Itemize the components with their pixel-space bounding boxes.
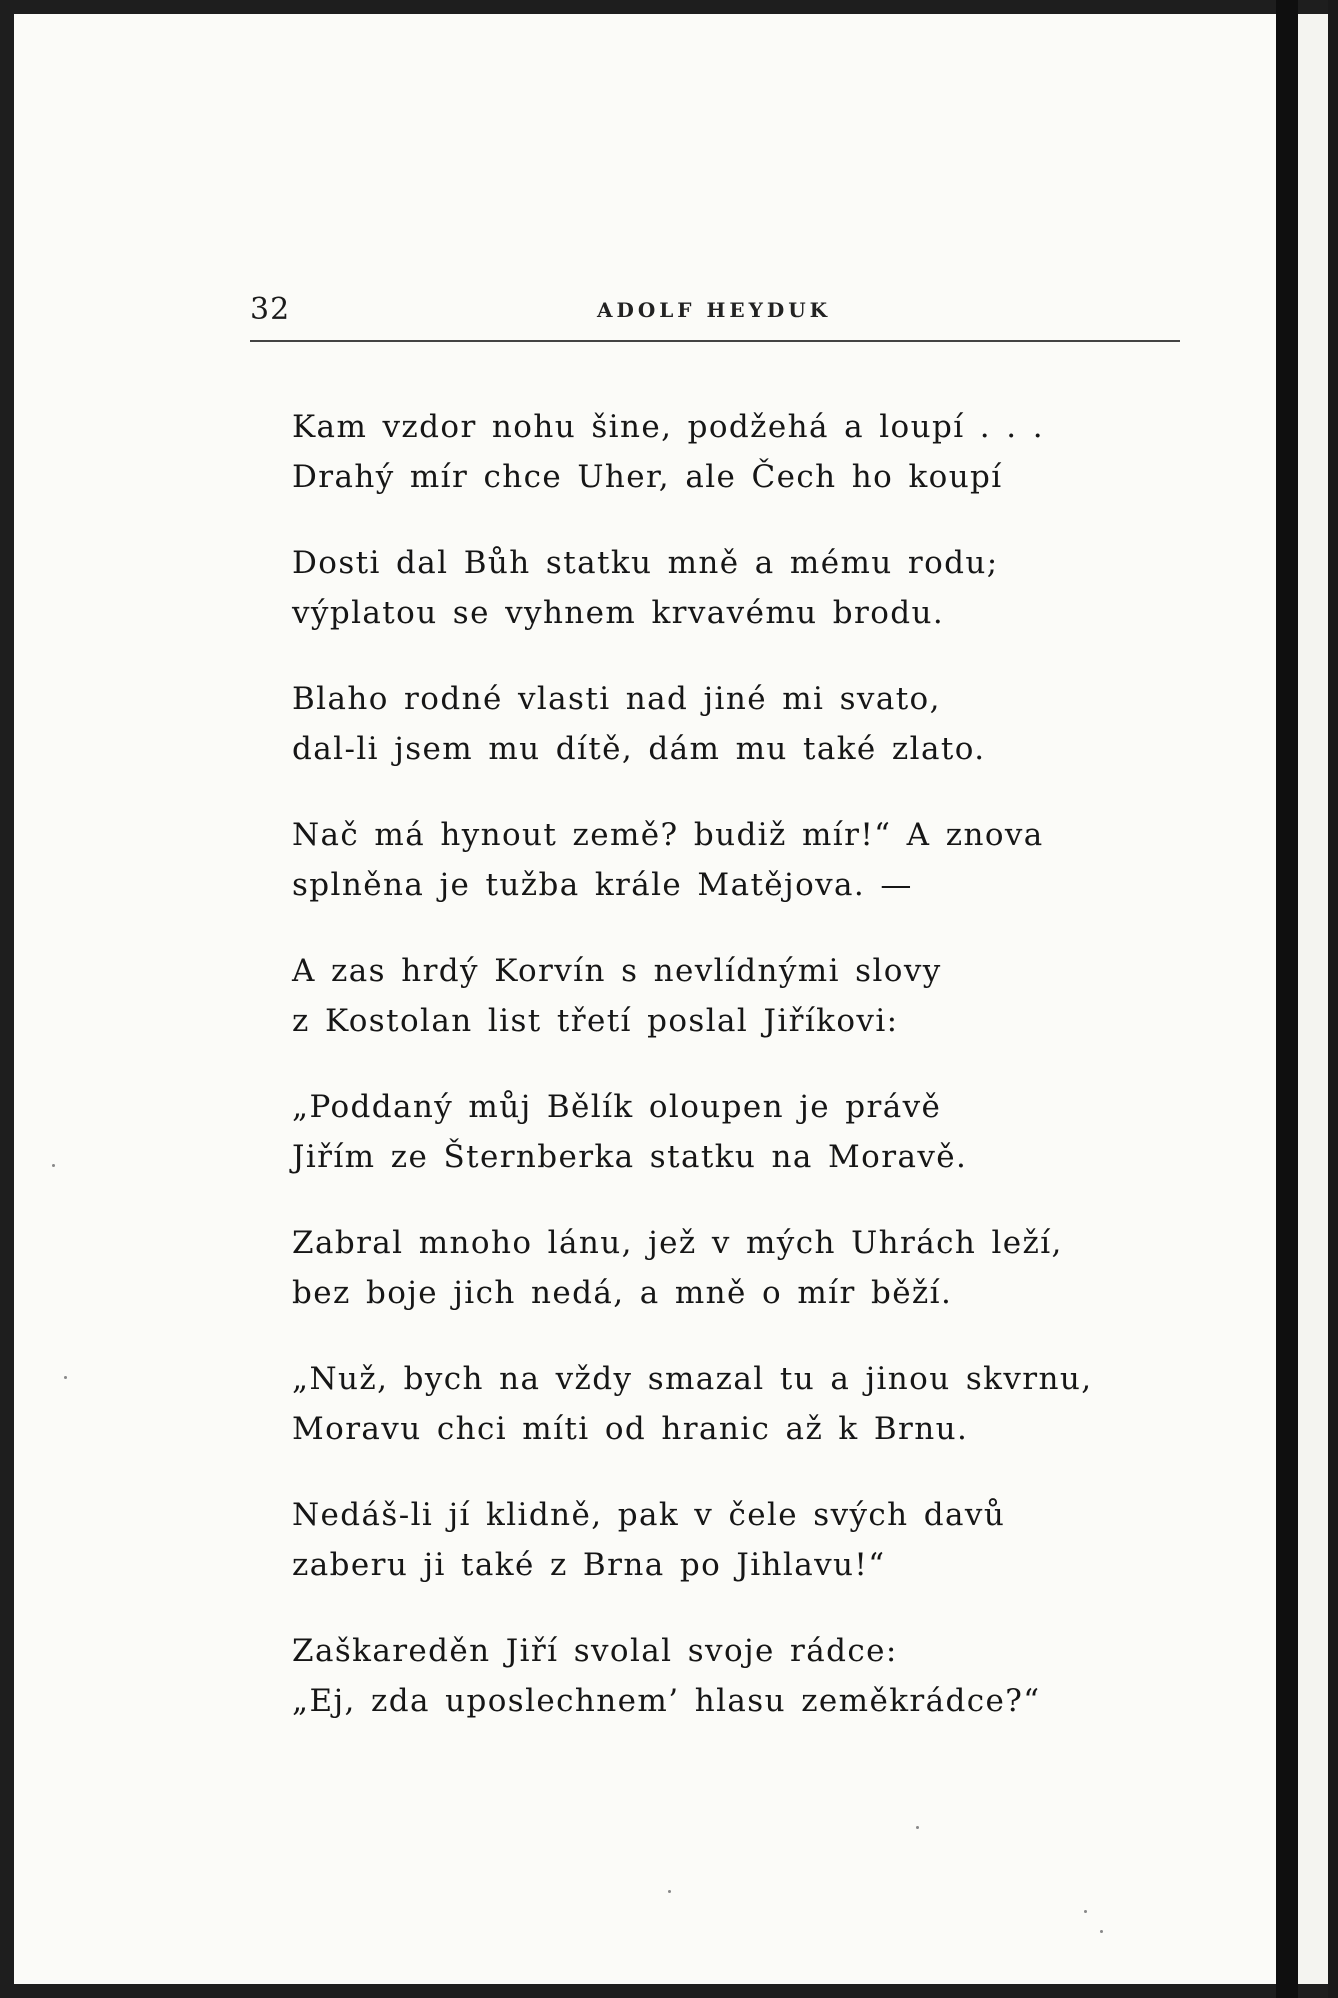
next-page-edge [1298, 14, 1328, 1984]
stanza [292, 946, 1192, 1046]
verse-line: „Poddaný můj Bělík oloupen je právě [292, 1089, 942, 1125]
scan-border [1328, 0, 1338, 1998]
stanza [292, 402, 1192, 502]
scan-speck [52, 1164, 55, 1167]
verse-line: zaberu ji také z Brna po Jihlavu!“ [292, 1547, 886, 1583]
scan-speck [916, 1826, 919, 1829]
verse-line: z Kostolan list třetí poslal Jiříkovi: [292, 1003, 899, 1039]
verse-line: Kam vzdor nohu šine, podžehá a loupí . . . [292, 409, 1045, 445]
verse-line: A zas hrdý Korvín s nevlídnými slovy [292, 953, 942, 989]
verse-line: Drahý mír chce Uher, ale Čech ho koupí [292, 459, 1003, 495]
verse-line: Dosti dal Bůh statku mně a mému rodu; [292, 545, 999, 581]
stanza [292, 1082, 1192, 1182]
scan-speck [64, 1376, 67, 1379]
stanza [292, 538, 1192, 638]
verse-line: splněna je tužba krále Matějova. — [292, 867, 913, 903]
page-number: 32 [250, 292, 291, 327]
running-head: ADOLF HEYDUK [596, 298, 832, 322]
poem-text [292, 402, 1192, 1762]
stanza [292, 674, 1192, 774]
scan-speck [1100, 1930, 1103, 1933]
verse-line: dal-li jsem mu dítě, dám mu také zlato. [292, 731, 986, 767]
stanza [292, 1354, 1192, 1454]
scan-speck [1084, 1910, 1087, 1913]
verse-line: bez boje jich nedá, a mně o mír běží. [292, 1275, 953, 1311]
verse-line: „Ej, zda uposlechnem’ hlasu zeměkrádce?“ [292, 1683, 1041, 1719]
verse-line: Nač má hynout země? budiž mír!“ A znova [292, 817, 1044, 853]
page-header [250, 292, 1178, 338]
stanza [292, 1626, 1192, 1726]
page-gutter [1276, 0, 1298, 1998]
verse-line: Blaho rodné vlasti nad jiné mi svato, [292, 681, 941, 717]
verse-line: „Nuž, bych na vždy smazal tu a jinou skvrnu, [292, 1361, 1093, 1397]
verse-line: Zaškareděn Jiří svolal svoje rádce: [292, 1633, 898, 1669]
stanza [292, 810, 1192, 910]
verse-line: Zabral mnoho lánu, jež v mých Uhrách leží, [292, 1225, 1063, 1261]
stanza [292, 1490, 1192, 1590]
verse-line: Jiřím ze Šternberka statku na Moravě. [292, 1139, 968, 1175]
stanza [292, 1218, 1192, 1318]
scan-speck [668, 1890, 671, 1893]
verse-line: Moravu chci míti od hranic až k Brnu. [292, 1411, 969, 1447]
verse-line: výplatou se vyhnem krvavému brodu. [292, 595, 945, 631]
header-rule [250, 340, 1180, 342]
verse-line: Nedáš-li jí klidně, pak v čele svých davů [292, 1497, 1006, 1533]
